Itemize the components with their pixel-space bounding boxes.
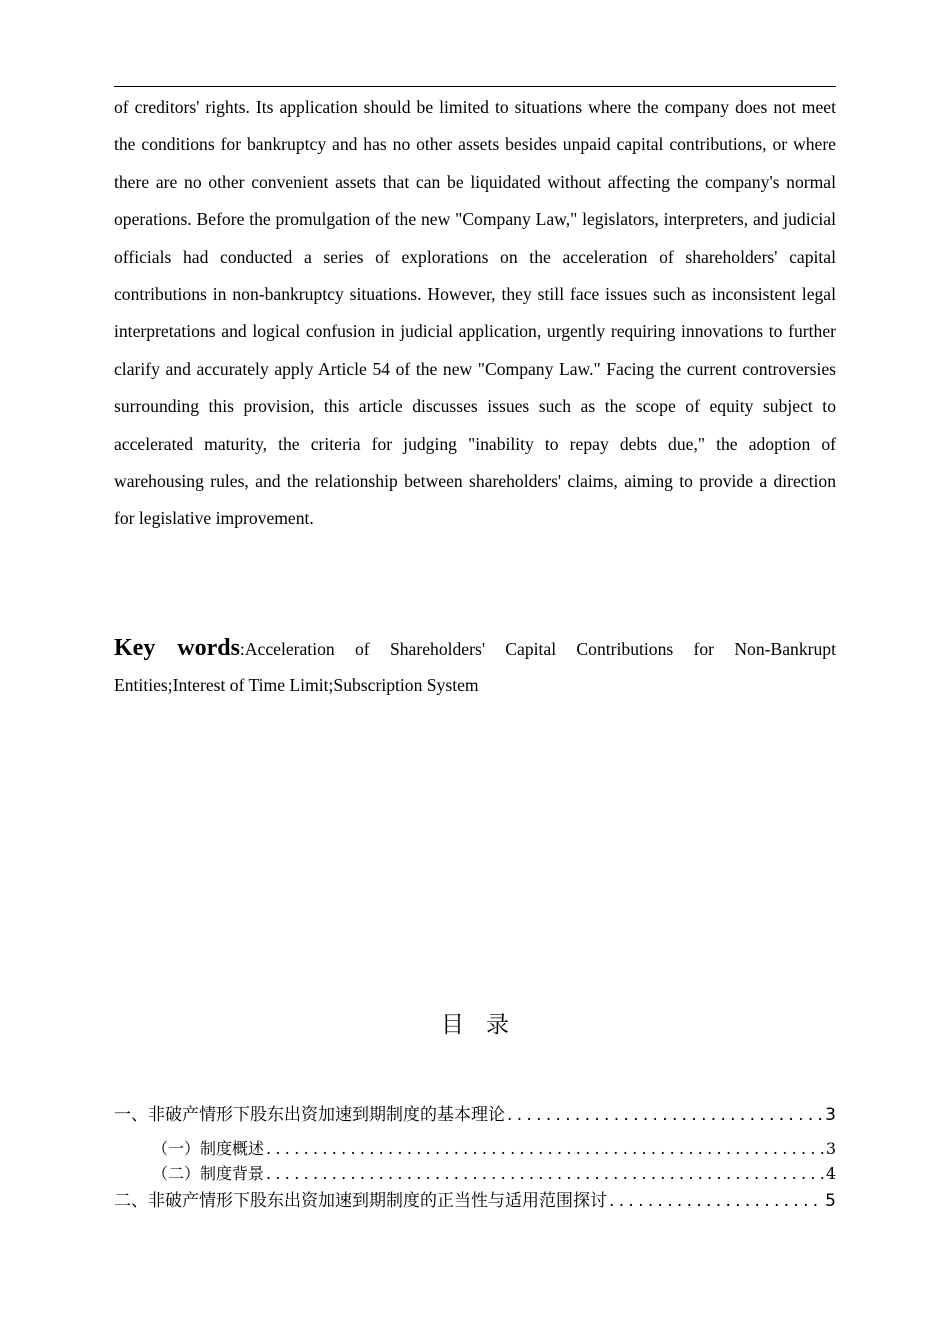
toc-entry-page: 4 [825,1164,836,1183]
toc-entry-1[interactable] [114,1100,836,1125]
toc-title: 目录 [441,1012,531,1038]
toc-entry-1-2[interactable] [114,1161,836,1184]
toc-entry-number: （一） [152,1139,201,1158]
keywords-paragraph [114,630,836,703]
abstract-paragraph: of creditors' rights. Its application should be limited to situations where the company does not meet the conditions for bankruptcy and has no other assets besides unpaid capital contributions, or where there are no other convenient assets that can be liquidated without affecting the company's normal operations. Before the promulgation of the new "Company Law," legislators, interpreters, and judicial officials had conducted a series of explorations on the acceleration of shareholders' capital contributions in non-bankruptcy situations. However, they still face issues such as inconsistent legal interpretations and logical confusion in judicial application, urgently requiring innovations to further clarify and accurately apply Article 54 of the new "Company Law." Facing the current controversies surrounding this provision, this article discusses issues such as the scope of equity subject to accelerated maturity, the criteria for judging "inability to repay debts due," the adoption of warehousing rules, and the relationship between shareholders' claims, aiming to provide a direction for legislative improvement. [114,97,836,529]
keywords-text: Acceleration of Shareholders' Capital Contributions for Non-Bankrupt Entities;Interest of Time Limit;Subscription System [114,639,836,695]
toc-dot-leader [266,1164,824,1183]
keywords-label: Key words [114,635,240,661]
toc-entry-2[interactable] [114,1186,836,1211]
toc-dot-leader [266,1139,824,1158]
toc-dot-leader [507,1105,823,1125]
keywords-separator: : [239,639,245,659]
toc-entry-page: 3 [825,1105,836,1125]
toc-entry-text: 制度概述 [200,1139,265,1158]
toc-entry-text: 非破产情形下股东出资加速到期制度的基本理论 [148,1105,505,1125]
toc-entry-page: 5 [825,1191,836,1211]
header-rule [114,86,836,87]
toc-entry-number: 二、 [114,1191,148,1211]
toc-entry-number: （二） [152,1164,201,1183]
toc-dot-leader [609,1191,823,1211]
toc-entry-text: 制度背景 [200,1164,265,1183]
toc-entry-page: 3 [825,1139,836,1158]
toc-entry-1-1[interactable] [114,1136,836,1159]
toc-entry-text: 非破产情形下股东出资加速到期制度的正当性与适用范围探讨 [148,1191,607,1211]
toc-entry-number: 一、 [114,1105,148,1125]
